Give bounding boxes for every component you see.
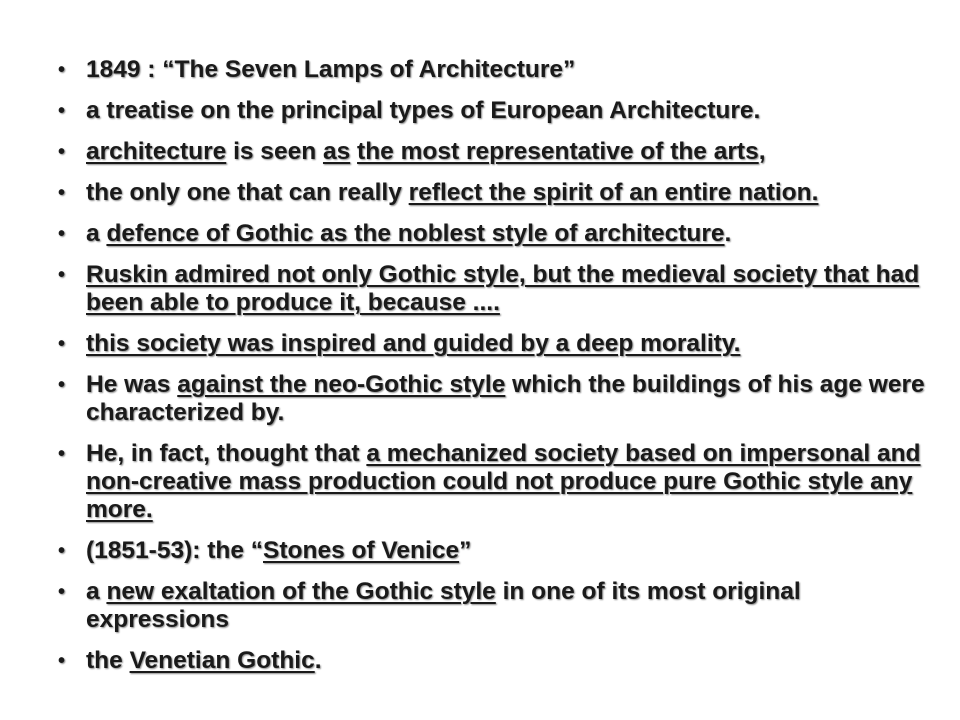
bullet-item [58,261,942,317]
bullet-list [58,56,942,675]
bullet-item [58,371,942,427]
bullet-item [58,578,942,634]
underlined-text-segment: Ruskin admired not only Gothic style, but the medieval society that had been able to produce it, because .... [86,261,920,316]
bullet-item [58,138,942,166]
underlined-text-segment: this society was inspired and guided by a deep morality. [86,330,741,357]
bullet-dot-icon: • [58,650,66,672]
text-segment: He, in fact, thought that [86,440,367,467]
bullet-item [58,330,942,358]
text-segment: . [314,647,322,674]
text-segment: a [86,220,107,247]
bullet-item [58,537,942,565]
text-segment: the [86,647,130,674]
bullet-dot-icon: • [58,264,66,286]
text-segment: a treatise on the principal types of European Architecture. [86,97,761,124]
bullet-dot-icon: • [58,333,66,355]
underlined-text-segment: Venetian Gothic [129,647,315,674]
text-segment: is seen [226,138,323,165]
bullet-dot-icon: • [58,540,66,562]
bullet-dot-icon: • [58,443,66,465]
bullet-dot-icon: • [58,59,66,81]
text-segment: He was [86,371,178,398]
text-segment: (1851-53): the “ [86,537,264,564]
text-segment: the only one that can really [86,179,409,206]
underlined-text-segment: defence of Gothic as the noblest style of architecture [106,220,725,247]
underlined-text-segment: the most representative of the arts [357,138,759,165]
underlined-text-segment: a mechanized society based on impersonal and non-creative mass production could not produce pure Gothic style any more. [86,440,921,523]
underlined-text-segment: architecture [86,138,227,165]
text-segment: a [86,578,107,605]
bullet-dot-icon: • [58,223,66,245]
bullet-item [58,97,942,125]
bullet-item [58,56,942,84]
bullet-item [58,440,942,524]
underlined-text-segment: new exaltation of the Gothic style [106,578,496,605]
text-segment: 1849 : “The Seven Lamps of Architecture” [86,56,576,83]
text-segment: . [724,220,732,247]
underlined-text-segment: as [322,138,351,165]
bullet-item [58,179,942,207]
bullet-dot-icon: • [58,581,66,603]
text-segment: , [758,138,766,165]
bullet-item [58,220,942,248]
bullet-dot-icon: • [58,374,66,396]
bullet-dot-icon: • [58,141,66,163]
bullet-dot-icon: • [58,100,66,122]
text-segment: ” [459,537,472,564]
text-segment: in one of its most original expressions [86,578,801,633]
text-segment: which the buildings of his age were characterized by. [86,371,925,426]
underlined-text-segment: reflect the spirit of an entire nation. [408,179,819,206]
bullet-dot-icon: • [58,182,66,204]
underlined-text-segment: Stones of Venice [263,537,460,564]
bullet-item [58,647,942,675]
underlined-text-segment: against the neo-Gothic style [177,371,506,398]
